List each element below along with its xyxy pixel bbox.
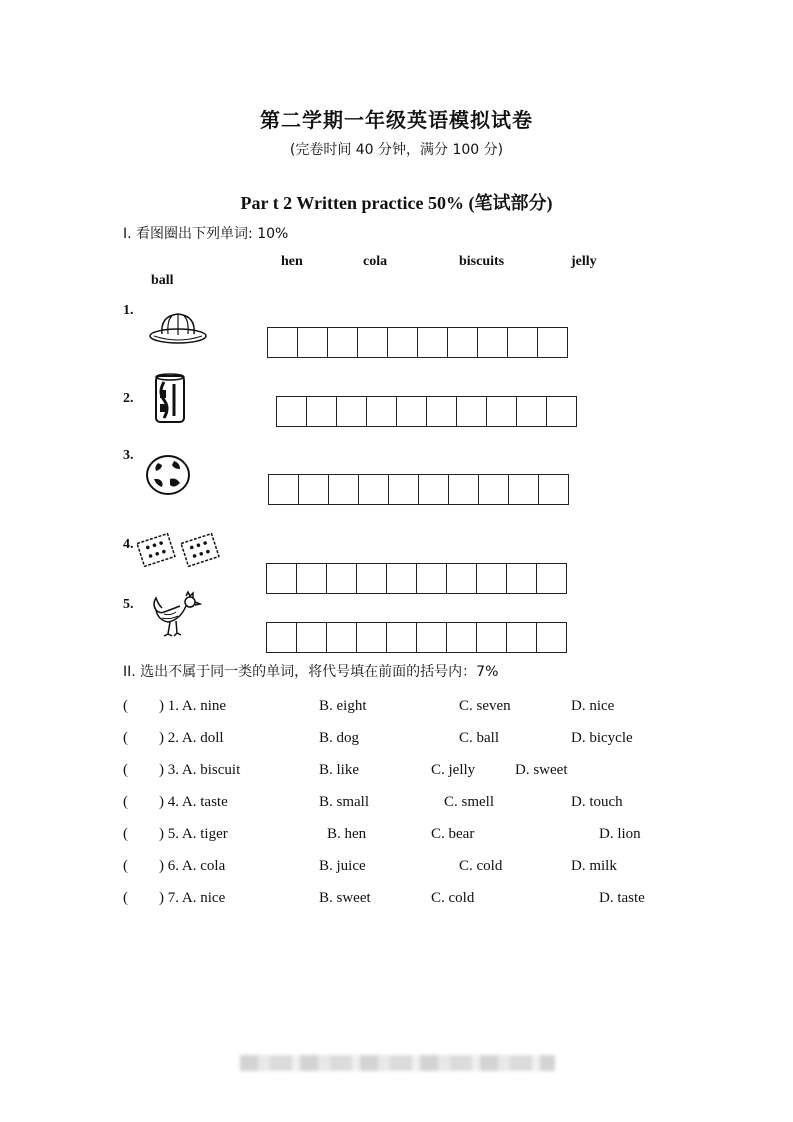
letter-box[interactable] bbox=[416, 563, 447, 594]
question-option-a: ) 5. A. tiger bbox=[159, 826, 228, 842]
letter-box[interactable] bbox=[456, 396, 487, 427]
letter-box[interactable] bbox=[326, 563, 357, 594]
option-b: B. dog bbox=[319, 730, 360, 746]
answer-bracket[interactable]: ( bbox=[123, 762, 128, 778]
question-number: 3. bbox=[123, 448, 134, 463]
answer-bracket[interactable]: ( bbox=[123, 698, 128, 714]
option-c: C. cold bbox=[459, 858, 503, 874]
hen-icon bbox=[150, 590, 202, 640]
letter-box[interactable] bbox=[447, 327, 478, 358]
letter-box[interactable] bbox=[266, 563, 297, 594]
letter-box[interactable] bbox=[356, 622, 387, 653]
option-b: B. juice bbox=[319, 858, 366, 874]
option-c: C. bear bbox=[431, 826, 475, 842]
blurred-footer-watermark bbox=[240, 1055, 555, 1071]
letter-box[interactable] bbox=[486, 396, 517, 427]
jelly-icon bbox=[148, 308, 208, 346]
letter-box[interactable] bbox=[388, 474, 419, 505]
word-cola: cola bbox=[363, 254, 388, 269]
page-subtitle: (完卷时间 40 分钟，满分 100 分) bbox=[289, 142, 504, 158]
letter-box[interactable] bbox=[396, 396, 427, 427]
answer-boxes-4[interactable] bbox=[267, 563, 567, 594]
letter-box[interactable] bbox=[506, 563, 537, 594]
letter-box[interactable] bbox=[477, 327, 508, 358]
question-option-a: ) 2. A. doll bbox=[159, 730, 224, 746]
letter-box[interactable] bbox=[546, 396, 577, 427]
option-c: C. cold bbox=[431, 890, 475, 906]
cola-can-icon bbox=[152, 372, 188, 426]
option-d: D. bicycle bbox=[571, 730, 633, 746]
letter-box[interactable] bbox=[536, 563, 567, 594]
letter-box[interactable] bbox=[386, 622, 417, 653]
letter-box[interactable] bbox=[516, 396, 547, 427]
option-d: D. taste bbox=[599, 890, 645, 906]
letter-box[interactable] bbox=[417, 327, 448, 358]
question-option-a: ) 6. A. cola bbox=[159, 858, 226, 874]
letter-box[interactable] bbox=[476, 622, 507, 653]
letter-box[interactable] bbox=[537, 327, 568, 358]
word-ball: ball bbox=[151, 273, 174, 288]
option-b: B. hen bbox=[327, 826, 367, 842]
option-b: B. sweet bbox=[319, 890, 371, 906]
answer-bracket[interactable]: ( bbox=[123, 858, 128, 874]
word-jelly: jelly bbox=[571, 254, 597, 269]
option-c: C. smell bbox=[444, 794, 495, 810]
letter-box[interactable] bbox=[387, 327, 418, 358]
letter-box[interactable] bbox=[538, 474, 569, 505]
word-biscuits: biscuits bbox=[459, 254, 505, 269]
option-d: D. milk bbox=[571, 858, 617, 874]
letter-box[interactable] bbox=[357, 327, 388, 358]
section2-heading: II. 选出不属于同一类的单词，将代号填在前面的括号内：7% bbox=[123, 664, 499, 680]
question-number: 2. bbox=[123, 391, 134, 406]
letter-box[interactable] bbox=[426, 396, 457, 427]
letter-box[interactable] bbox=[476, 563, 507, 594]
section1-heading: I. 看图圈出下列单词: 10% bbox=[123, 226, 289, 242]
question-option-a: ) 7. A. nice bbox=[159, 890, 226, 906]
option-d: D. touch bbox=[571, 794, 623, 810]
option-b: B. small bbox=[319, 794, 370, 810]
answer-bracket[interactable]: ( bbox=[123, 826, 128, 842]
letter-box[interactable] bbox=[297, 327, 328, 358]
letter-box[interactable] bbox=[366, 396, 397, 427]
page-title: 第二学期一年级英语模拟试卷 bbox=[260, 108, 533, 132]
letter-box[interactable] bbox=[536, 622, 567, 653]
letter-box[interactable] bbox=[268, 474, 299, 505]
letter-box[interactable] bbox=[416, 622, 447, 653]
letter-box[interactable] bbox=[446, 622, 477, 653]
option-c: C. seven bbox=[459, 698, 511, 714]
part-heading: Par t 2 Written practice 50% (笔试部分) bbox=[240, 193, 553, 213]
biscuits-icon bbox=[134, 530, 224, 570]
question-number: 1. bbox=[123, 303, 134, 318]
letter-box[interactable] bbox=[418, 474, 449, 505]
option-b: B. like bbox=[319, 762, 359, 778]
ball-icon bbox=[144, 453, 192, 497]
option-c: C. ball bbox=[459, 730, 499, 746]
question-option-a: ) 1. A. nine bbox=[159, 698, 227, 714]
answer-bracket[interactable]: ( bbox=[123, 730, 128, 746]
letter-box[interactable] bbox=[276, 396, 307, 427]
answer-bracket[interactable]: ( bbox=[123, 794, 128, 810]
letter-box[interactable] bbox=[478, 474, 509, 505]
answer-boxes-5[interactable] bbox=[267, 622, 567, 653]
letter-box[interactable] bbox=[267, 327, 298, 358]
letter-box[interactable] bbox=[266, 622, 297, 653]
letter-box[interactable] bbox=[356, 563, 387, 594]
question-option-a: ) 3. A. biscuit bbox=[159, 762, 241, 778]
question-number: 4. bbox=[123, 537, 134, 552]
letter-box[interactable] bbox=[507, 327, 538, 358]
answer-bracket[interactable]: ( bbox=[123, 890, 128, 906]
letter-box[interactable] bbox=[298, 474, 329, 505]
letter-box[interactable] bbox=[446, 563, 477, 594]
question-option-a: ) 4. A. taste bbox=[159, 794, 228, 810]
letter-box[interactable] bbox=[296, 563, 327, 594]
letter-box[interactable] bbox=[306, 396, 337, 427]
letter-box[interactable] bbox=[508, 474, 539, 505]
answer-boxes-3[interactable] bbox=[269, 474, 569, 505]
letter-box[interactable] bbox=[327, 327, 358, 358]
option-b: B. eight bbox=[319, 698, 367, 714]
letter-box[interactable] bbox=[328, 474, 359, 505]
letter-box[interactable] bbox=[326, 622, 357, 653]
letter-box[interactable] bbox=[448, 474, 479, 505]
option-d: D. sweet bbox=[515, 762, 568, 778]
letter-box[interactable] bbox=[386, 563, 417, 594]
letter-box[interactable] bbox=[296, 622, 327, 653]
answer-boxes-2[interactable] bbox=[277, 396, 577, 427]
letter-box[interactable] bbox=[506, 622, 537, 653]
answer-boxes-1[interactable] bbox=[268, 327, 568, 358]
word-hen: hen bbox=[281, 254, 303, 269]
option-d: D. lion bbox=[599, 826, 641, 842]
question-number: 5. bbox=[123, 597, 134, 612]
option-d: D. nice bbox=[571, 698, 615, 714]
letter-box[interactable] bbox=[358, 474, 389, 505]
option-c: C. jelly bbox=[431, 762, 476, 778]
letter-box[interactable] bbox=[336, 396, 367, 427]
